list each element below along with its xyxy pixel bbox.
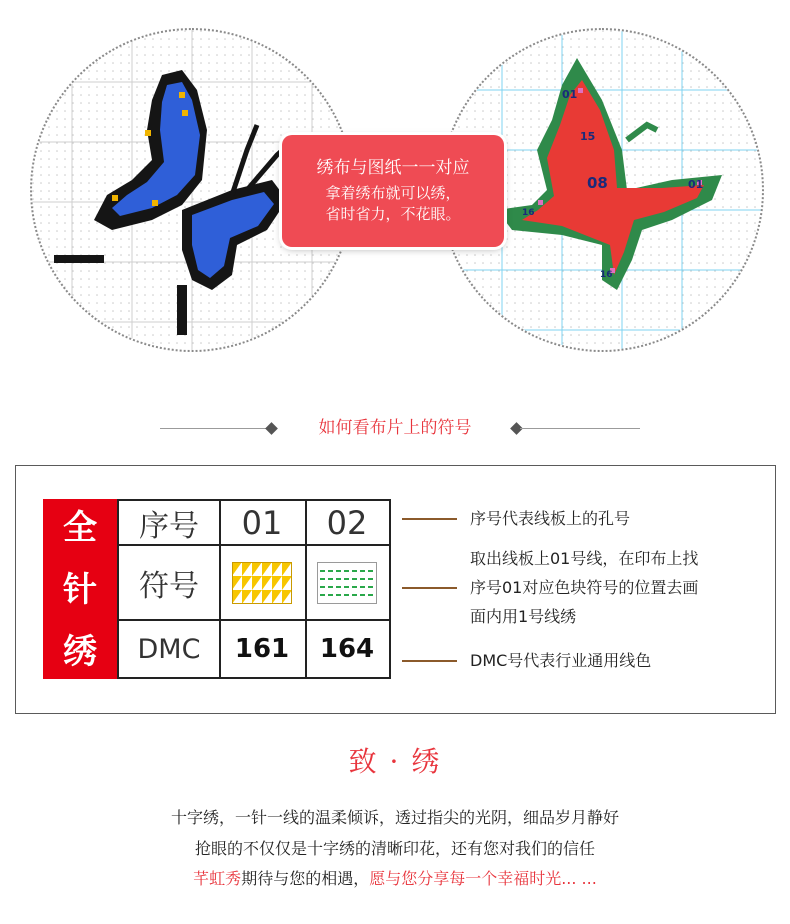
paragraph-line-3-middle: 期待与您的相遇， (241, 869, 370, 888)
section-heading (0, 415, 790, 441)
badge-char-2: 针 (63, 570, 97, 610)
dmc-label: DMC (137, 633, 201, 665)
callout-title: 绣布与图纸一一对应 (316, 158, 470, 178)
paragraph-line-2: 抢眼的不仅仅是十字绣的清晰印花，还有您对我们的信任 (194, 839, 595, 858)
section-title: 如何看布片上的符号 (318, 418, 472, 438)
diamond-left-icon (265, 422, 278, 435)
green-dashed-symbol-icon (305, 546, 389, 619)
note-symbol-line-1: 取出线板上01号线，在印布上找 (470, 549, 699, 568)
leader-line-dmc (402, 660, 457, 662)
pattern-label-16-bottom: 16 (600, 270, 613, 280)
paragraph-line-3-highlight: 愿与您分享每一个幸福时光... ... (369, 869, 597, 888)
pattern-label-08: 08 (587, 174, 608, 192)
legend-grid (117, 499, 391, 679)
pattern-label-16-left: 16 (522, 208, 535, 218)
stitch-type-badge (43, 499, 117, 679)
callout-line-1: 拿着绣布就可以绣， (325, 184, 461, 202)
divider-right (520, 428, 640, 429)
note-symbol-line-3: 面内用1号线绣 (470, 607, 577, 626)
leader-line-symbol (402, 587, 457, 589)
legend-table (43, 499, 391, 679)
paragraph-line-3 (0, 866, 790, 889)
leader-line-serial (402, 518, 457, 520)
pattern-label-01-right: 01 (688, 178, 704, 191)
pattern-label-15: 15 (580, 130, 596, 143)
serial-value-01: 01 (241, 503, 283, 542)
badge-char-3: 绣 (63, 632, 97, 672)
serial-label: 序号 (139, 508, 199, 544)
paragraph-line-1: 十字绣，一针一线的温柔倾诉，透过指尖的光阴，细品岁月静好 (170, 808, 619, 827)
callout-line-2: 省时省力，不花眼。 (325, 205, 461, 223)
badge-char-1: 全 (63, 508, 97, 548)
yellow-triangle-symbol-icon (219, 546, 305, 619)
note-serial: 序号代表线板上的孔号 (470, 509, 631, 528)
dmc-value-164: 164 (319, 634, 375, 664)
callout-card (282, 135, 504, 247)
note-symbol-line-2: 序号01对应色块符号的位置去画 (470, 578, 699, 597)
dmc-value-161: 161 (234, 634, 290, 664)
brand-name-text: 芊虹秀 (193, 869, 242, 888)
note-dmc: DMC号代表行业通用线色 (470, 651, 652, 670)
divider-left (160, 428, 270, 429)
symbol-label: 符号 (139, 568, 199, 604)
pattern-label-01-top: 01 (562, 88, 578, 101)
brand-title: 致 · 绣 (348, 745, 442, 778)
serial-value-02: 02 (326, 503, 368, 542)
